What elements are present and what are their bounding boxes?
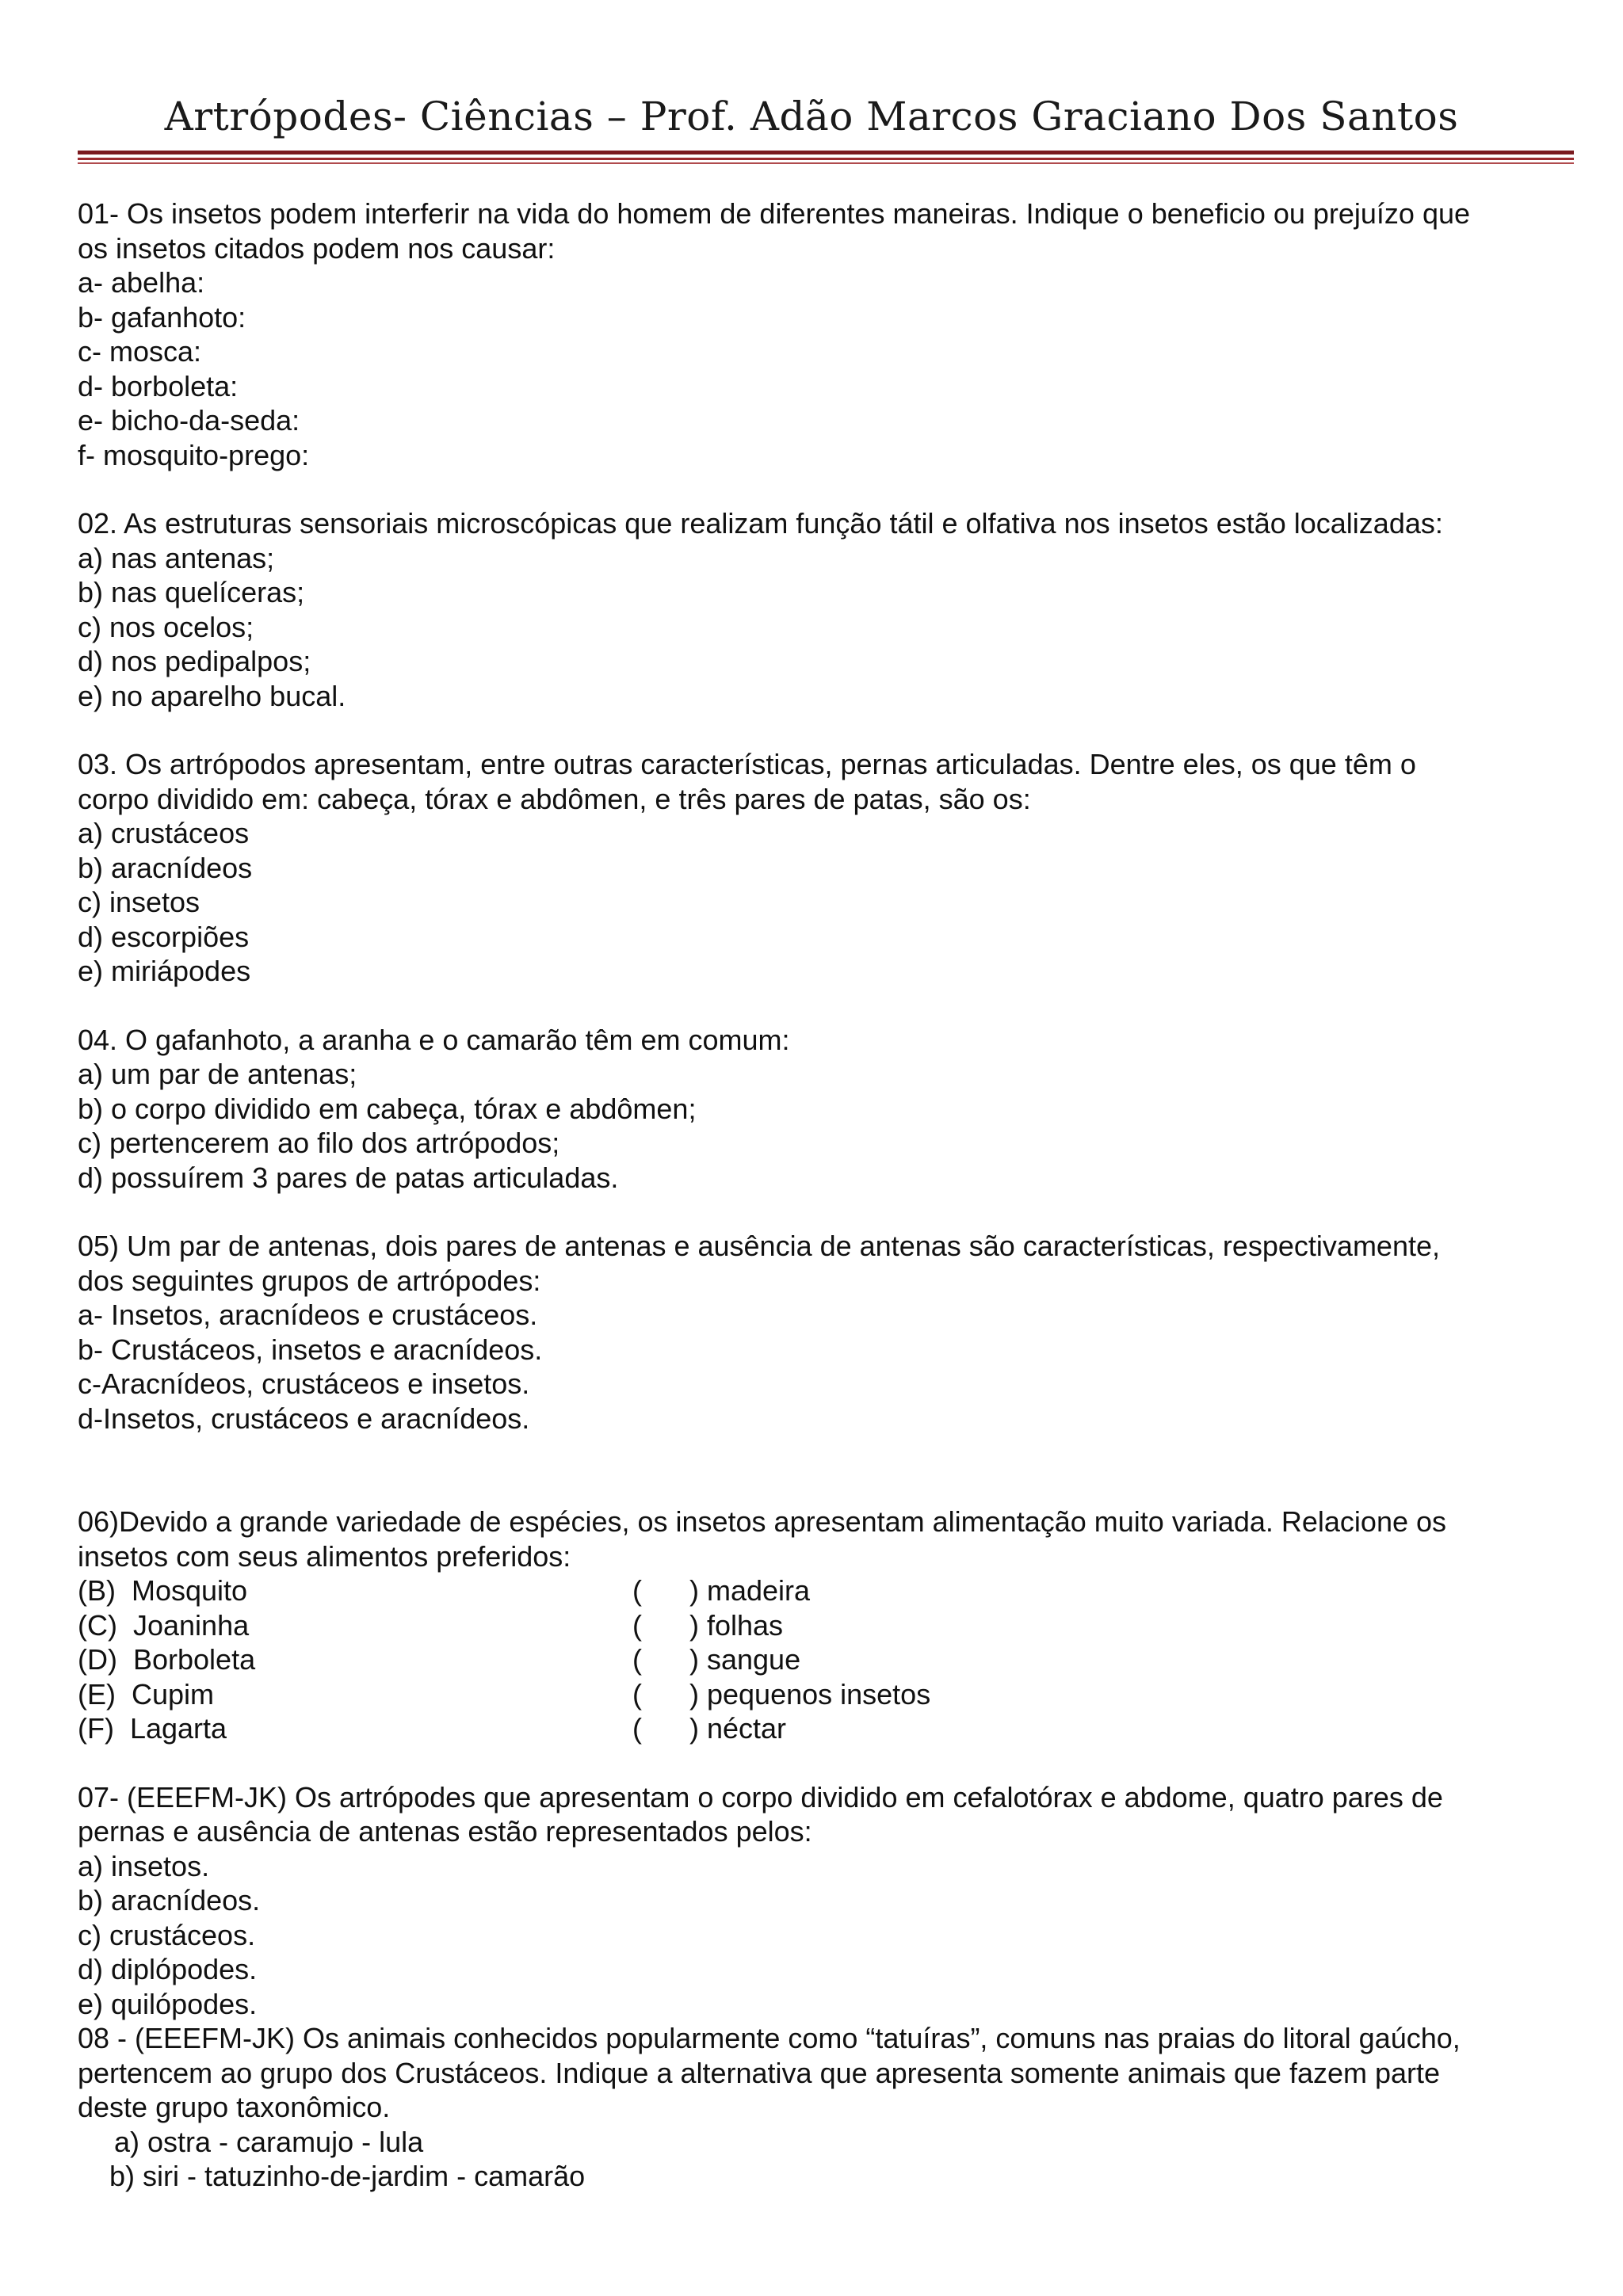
question-stem: deste grupo taxonômico. [78, 2091, 391, 2123]
answer-option: e) no aparelho bucal. [78, 679, 346, 712]
question-06 [78, 1505, 1575, 1746]
insect-label: (D) Borboleta [78, 1643, 256, 1676]
answer-option: b- gafanhoto: [78, 300, 246, 334]
matching-row [78, 1711, 1575, 1746]
question-07 [78, 1780, 1575, 2022]
food-blank: ( ) folhas [632, 1608, 784, 1642]
answer-option: a) ostra - caramujo - lula [114, 2125, 424, 2158]
answer-option: f- mosquito-prego: [78, 438, 310, 471]
question-stem: os insetos citados podem nos causar: [78, 231, 556, 265]
answer-option: b) aracnídeos [78, 851, 253, 884]
answer-option: c) nos ocelos; [78, 610, 254, 643]
insect-label: (B) Mosquito [78, 1574, 248, 1607]
matching-row [78, 1642, 1575, 1677]
page-title: Artrópodes- Ciências – Prof. Adão Marcos Graciano Dos Santos [164, 93, 1459, 139]
answer-option: d) diplópodes. [78, 1953, 258, 1985]
question-01 [78, 196, 1575, 472]
question-stem: insetos com seus alimentos preferidos: [78, 1539, 571, 1573]
header-rule [78, 158, 1574, 160]
question-stem: 01- Os insetos podem interferir na vida do homem de diferentes maneiras. Indique o beneficio ou prejuízo que [78, 197, 1471, 230]
question-02 [78, 506, 1575, 713]
question-stem: 06)Devido a grande variedade de espécies, os insetos apresentam alimentação muito variada. Relacione os [78, 1505, 1447, 1538]
header-rule [78, 162, 1574, 164]
answer-option: b) aracnídeos. [78, 1884, 261, 1917]
answer-option: b- Crustáceos, insetos e aracnídeos. [78, 1333, 543, 1366]
answer-option: c) insetos [78, 886, 200, 918]
question-08 [78, 2021, 1575, 2194]
answer-option: d- borboleta: [78, 369, 239, 402]
answer-option: a) insetos. [78, 1849, 210, 1882]
answer-option: b) nas quelíceras; [78, 576, 305, 608]
answer-option: d) escorpiões [78, 920, 250, 953]
question-stem: 04. O gafanhoto, a aranha e o camarão têm em comum: [78, 1023, 790, 1056]
question-list [78, 196, 1575, 2194]
question-stem: 05) Um par de antenas, dois pares de antenas e ausência de antenas são características, respectivamente, [78, 1230, 1440, 1262]
food-blank: ( ) pequenos insetos [632, 1677, 931, 1711]
question-stem: corpo dividido em: cabeça, tórax e abdômen, e três pares de patas, são os: [78, 782, 1031, 815]
food-blank: ( ) madeira [632, 1574, 811, 1607]
answer-option: e) miriápodes [78, 955, 251, 987]
answer-option: e) quilópodes. [78, 1987, 258, 2020]
food-blank: ( ) néctar [632, 1712, 787, 1745]
matching-row [78, 1573, 1575, 1608]
header-rule [78, 151, 1574, 154]
answer-option: c) crustáceos. [78, 1918, 256, 1951]
answer-option: d) nos pedipalpos; [78, 645, 311, 677]
answer-option: a- Insetos, aracnídeos e crustáceos. [78, 1299, 538, 1331]
question-stem: dos seguintes grupos de artrópodes: [78, 1264, 541, 1297]
answer-option: b) siri - tatuzinho-de-jardim - camarão [109, 2160, 586, 2192]
question-stem: 08 - (EEEFM-JK) Os animais conhecidos popularmente como “tatuíras”, comuns nas praias do litoral gaúcho, [78, 2022, 1461, 2054]
insect-label: (F) Lagarta [78, 1712, 227, 1745]
question-stem: 03. Os artrópodos apresentam, entre outras características, pernas articuladas. Dentre eles, os que têm o [78, 748, 1416, 780]
insect-label: (E) Cupim [78, 1677, 215, 1711]
question-04 [78, 1023, 1575, 1196]
question-05 [78, 1229, 1575, 1436]
question-stem: 02. As estruturas sensoriais microscópicas que realizam função tátil e olfativa nos insetos estão localizadas: [78, 507, 1443, 540]
answer-option: c-Aracnídeos, crustáceos e insetos. [78, 1367, 530, 1400]
answer-option: c) pertencerem ao filo dos artrópodos; [78, 1127, 560, 1159]
answer-option: a) crustáceos [78, 817, 250, 849]
answer-option: c- mosca: [78, 335, 202, 368]
answer-option: e- bicho-da-seda: [78, 404, 300, 437]
insect-label: (C) Joaninha [78, 1608, 250, 1642]
answer-option: d-Insetos, crustáceos e aracnídeos. [78, 1402, 530, 1435]
question-03 [78, 747, 1575, 989]
answer-option: d) possuírem 3 pares de patas articuladas. [78, 1161, 619, 1194]
food-blank: ( ) sangue [632, 1643, 801, 1676]
answer-option: a) nas antenas; [78, 541, 275, 574]
question-stem: pernas e ausência de antenas estão representados pelos: [78, 1815, 812, 1848]
matching-row [78, 1608, 1575, 1643]
answer-option: a- abelha: [78, 266, 205, 299]
answer-option: b) o corpo dividido em cabeça, tórax e abdômen; [78, 1092, 697, 1125]
question-stem: 07- (EEEFM-JK) Os artrópodes que apresentam o corpo dividido em cefalotórax e abdome, quatro pares de [78, 1780, 1443, 1814]
matching-row [78, 1677, 1575, 1712]
answer-option: a) um par de antenas; [78, 1058, 357, 1090]
question-stem: pertencem ao grupo dos Crustáceos. Indique a alternativa que apresenta somente animais que fazem parte [78, 2056, 1441, 2089]
